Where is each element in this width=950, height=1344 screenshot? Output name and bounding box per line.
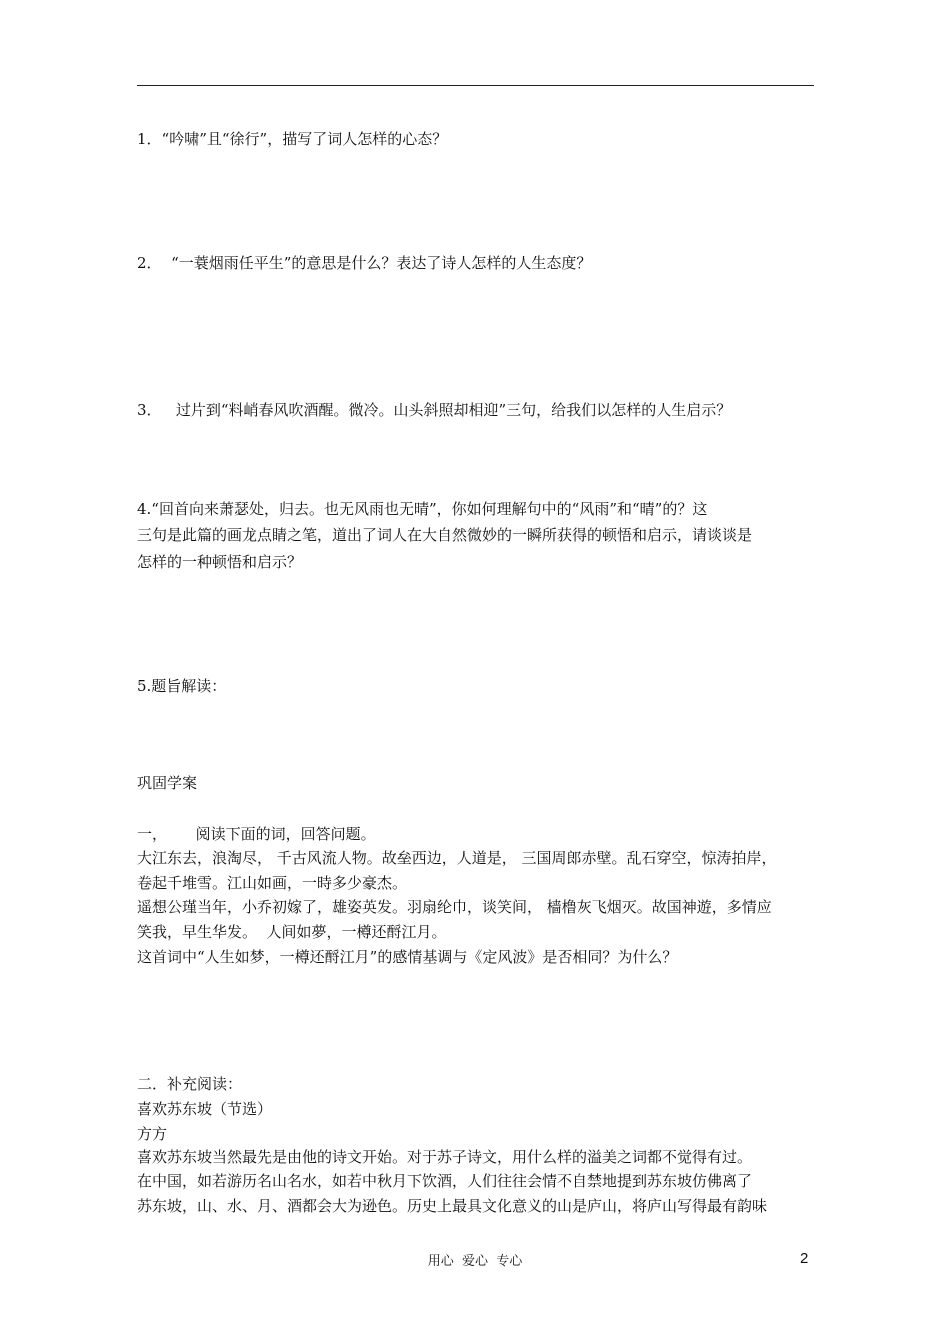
poem-question: 这首词中“人生如梦，一樽还酹江月”的感情基调与《定风波》是否相同？为什么？ <box>137 948 678 966</box>
question-3: 3． 过片到“料峭春风吹酒醒。微冷。山头斜照却相迎”三句，给我们以怎样的人生启示？ <box>137 401 732 419</box>
article-title: 喜欢苏东坡（节选） <box>137 1100 273 1118</box>
question-4-line-2: 三句是此篇的画龙点睛之笔，道出了词人在大自然微妙的一瞬所获得的顿悟和启示，请谈谈是 <box>137 526 753 544</box>
article-line-1: 喜欢苏东坡当然最先是由他的诗文开始。对于苏子诗文，用什么样的溢美之词都不觉得有过。 <box>137 1148 753 1166</box>
footer-slogan: 用心 爱心 专心 <box>427 1254 523 1269</box>
poem-line-2: 卷起千堆雪。江山如画，一時多少豪杰。 <box>137 874 408 892</box>
question-4-line-1: 4.“回首向来萧瑟处，归去。也无风雨也无晴”，你如何理解句中的“风雨”和“晴”的？这 <box>137 500 708 518</box>
part-1-title: 一， 阅读下面的词，回答问题。 <box>137 825 376 843</box>
question-5: 5.题旨解读： <box>137 677 227 695</box>
poem-line-1: 大江东去，浪淘尽， 千古风流人物。故垒西边，人道是， 三国周郎赤壁。乱石穿空，惊涛拍岸， <box>137 849 777 867</box>
question-1: 1．“吟啸”且“徐行”，描写了词人怎样的心态？ <box>137 130 448 148</box>
poem-line-3: 遥想公瑾当年，小乔初嫁了，雄姿英发。羽扇纶巾，谈笑间， 樯橹灰飞烟灭。故国神遊，多情应 <box>137 898 772 916</box>
question-4-line-3: 怎样的一种顿悟和启示？ <box>137 553 303 571</box>
poem-line-4: 笑我，早生华发。 人间如夢，一樽还酹江月。 <box>137 923 447 941</box>
article-line-3: 苏东坡，山、水、月、酒都会大为逊色。历史上最具文化意义的山是庐山，将庐山写得最有韵味 <box>137 1197 768 1215</box>
question-2: 2． “一蓑烟雨任平生”的意思是什么？表达了诗人怎样的人生态度？ <box>137 254 592 272</box>
article-author: 方方 <box>137 1125 168 1143</box>
section-heading-consolidation: 巩固学案 <box>137 774 198 792</box>
page-number: 2 <box>800 1250 809 1267</box>
article-line-2: 在中国，如若游历名山名水，如若中秋月下饮酒，人们往往会情不自禁地提到苏东坡仿佛离了 <box>137 1172 753 1190</box>
header-rule <box>137 85 814 86</box>
supplement-title: 二．补充阅读： <box>137 1075 243 1093</box>
